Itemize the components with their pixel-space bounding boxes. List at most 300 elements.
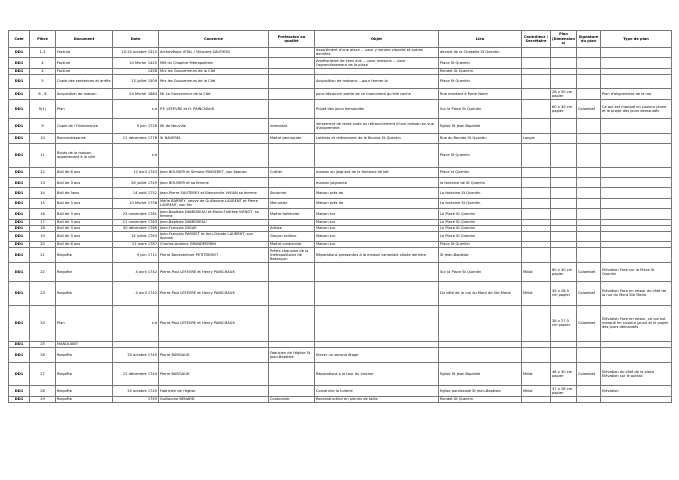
cell-concerne[interactable]: MM du Chapitre Métropolitain <box>159 58 269 68</box>
cell-controleur[interactable] <box>522 47 551 57</box>
table-row[interactable] <box>9 282 672 306</box>
cell-document[interactable]: Requête <box>56 282 113 306</box>
cell-lieu[interactable] <box>439 347 522 362</box>
table-row[interactable] <box>9 262 672 281</box>
cell-piece[interactable]: 6 - 8 <box>30 89 56 99</box>
cell-concerne[interactable]: Jean-François PARISET et Ann-Claude LAURENT, son épouse <box>159 231 269 241</box>
cell-profession[interactable]: Maître perruquier <box>269 133 315 143</box>
cell-type-plan[interactable]: Plan d'alignement de la rue <box>601 89 672 99</box>
cell-piece[interactable]: 21 <box>30 248 56 263</box>
cell-cote[interactable]: DD1 <box>9 362 30 386</box>
cell-profession[interactable] <box>269 262 315 281</box>
cell-cote[interactable]: DD1 <box>9 248 30 263</box>
cell-signature[interactable] <box>577 198 601 208</box>
cell-date[interactable]: s.d <box>113 99 159 118</box>
cell-profession[interactable]: Intendant <box>269 118 315 133</box>
cell-cote[interactable]: DD1 <box>9 99 30 118</box>
cell-controleur[interactable] <box>522 188 551 198</box>
cell-controleur[interactable]: Longin <box>522 133 551 143</box>
cell-piece[interactable]: 15 <box>30 198 56 208</box>
cell-controleur[interactable] <box>522 231 551 241</box>
cell-type-plan[interactable]: Ce qui est marqué en couleur jaune et le projet des jours demandés <box>601 99 672 118</box>
cell-profession[interactable] <box>269 386 315 396</box>
cell-signature[interactable] <box>577 386 601 396</box>
cell-concerne[interactable]: Jean-Baptiste DAMIDSEAU <box>159 219 269 225</box>
cell-date[interactable]: 21 mars 1787 <box>113 242 159 248</box>
cell-plan-dimensions[interactable] <box>551 231 577 241</box>
cell-document[interactable]: Requête <box>56 396 113 402</box>
cell-signature[interactable] <box>577 118 601 133</box>
cell-cote[interactable]: DD1 <box>9 347 30 362</box>
cell-cote[interactable]: DD1 <box>9 68 30 74</box>
cell-lieu[interactable]: La Place St Quentin <box>439 219 522 225</box>
cell-document[interactable]: Bail de 3 ans <box>56 178 113 188</box>
cell-type-plan[interactable] <box>601 133 672 143</box>
cell-controleur[interactable]: Millot <box>522 262 551 281</box>
table-row[interactable] <box>9 167 672 177</box>
cell-signature[interactable] <box>577 347 601 362</box>
cell-plan-dimensions[interactable] <box>551 178 577 188</box>
table-row[interactable] <box>9 305 672 341</box>
cell-profession[interactable]: Menuisier <box>269 198 315 208</box>
cell-profession[interactable]: Prêtre chanoine de la métropolitaine de Besançon <box>269 248 315 263</box>
cell-type-plan[interactable] <box>601 396 672 402</box>
cell-piece[interactable]: 4 <box>30 58 56 68</box>
cell-concerne[interactable]: Jean BOUVIER et sa femme <box>159 178 269 188</box>
cell-piece[interactable]: 1-3 <box>30 47 56 57</box>
cell-profession[interactable] <box>269 178 315 188</box>
cell-type-plan[interactable] <box>601 58 672 68</box>
cell-lieu[interactable]: St Jean-Baptiste <box>439 248 522 263</box>
cell-type-plan[interactable] <box>601 248 672 263</box>
cell-lieu[interactable]: Place St Quentin <box>439 242 522 248</box>
cell-cote[interactable]: DD1 <box>9 341 30 347</box>
cell-date[interactable]: 24 février 1664 <box>113 89 159 99</box>
cell-profession[interactable] <box>269 144 315 168</box>
cell-cote[interactable]: DD1 <box>9 198 30 208</box>
cell-signature[interactable]: Colombet <box>577 362 601 386</box>
cell-lieu[interactable]: Rue montant à Porte Noire <box>439 89 522 99</box>
cell-concerne[interactable]: Jean-François DIGUE <box>159 225 269 231</box>
cell-cote[interactable]: DD1 <box>9 231 30 241</box>
cell-cote[interactable]: DD1 <box>9 396 30 402</box>
cell-type-plan[interactable] <box>601 231 672 241</box>
cell-signature[interactable] <box>577 58 601 68</box>
cell-controleur[interactable] <box>522 58 551 68</box>
cell-profession[interactable] <box>269 58 315 68</box>
cell-cote[interactable]: DD1 <box>9 188 30 198</box>
cell-lieu[interactable]: Place St Quentin <box>439 74 522 89</box>
cell-objet[interactable]: maison joignante <box>315 178 439 188</box>
cell-concerne[interactable]: Pierre BARGAUD <box>159 347 269 362</box>
cell-signature[interactable]: Colombet <box>577 99 601 118</box>
cell-lieu[interactable]: La Place St Quentin <box>439 231 522 241</box>
cell-cote[interactable]: DD1 <box>9 209 30 219</box>
cell-date[interactable]: 30 décembre 1766 <box>113 225 159 231</box>
cell-date[interactable]: 15-20 octobre 1315 <box>113 47 159 57</box>
cell-type-plan[interactable] <box>601 74 672 89</box>
cell-document[interactable]: Reconnaissance <box>56 133 113 143</box>
cell-lieu[interactable] <box>439 305 522 341</box>
cell-concerne[interactable]: Archevêque VITAL / Villaume SAVOYON <box>159 47 269 57</box>
cell-plan-dimensions[interactable] <box>551 47 577 57</box>
cell-date[interactable]: s.d <box>113 144 159 168</box>
cell-concerne[interactable]: Pierre-Paul LEFEVRE et Henry PAINCHAUX <box>159 305 269 341</box>
table-row[interactable] <box>9 231 672 241</box>
cell-type-plan[interactable] <box>601 188 672 198</box>
cell-objet[interactable]: Réparations à la tour du clocher <box>315 362 439 386</box>
table-row[interactable] <box>9 347 672 362</box>
table-row[interactable] <box>9 89 672 99</box>
cell-plan-dimensions[interactable]: 60 x 30 cm papier <box>551 99 577 118</box>
cell-plan-dimensions[interactable]: 26 x 50 cm papier <box>551 89 577 99</box>
cell-objet[interactable]: Projet des jours demandés <box>315 99 439 118</box>
table-row[interactable] <box>9 362 672 386</box>
cell-lieu[interactable]: Place St Quentin <box>439 58 522 68</box>
cell-objet[interactable]: Maison près de <box>315 198 439 208</box>
cell-signature[interactable] <box>577 248 601 263</box>
cell-signature[interactable] <box>577 47 601 57</box>
cell-document[interactable]: Bouts de la maison appartenant à la ville <box>56 144 113 168</box>
cell-document[interactable]: Requête <box>56 386 113 396</box>
cell-lieu[interactable]: Sur la Place St Quentin <box>439 262 522 281</box>
cell-plan-dimensions[interactable] <box>551 118 577 133</box>
cell-piece[interactable]: 29 <box>30 396 56 402</box>
cell-document[interactable]: Bail de 3 ans <box>56 209 113 219</box>
cell-objet[interactable]: Construire la tuilerie <box>315 386 439 396</box>
table-row[interactable] <box>9 248 672 263</box>
cell-objet[interactable] <box>315 144 439 168</box>
cell-plan-dimensions[interactable] <box>551 58 577 68</box>
cell-objet[interactable]: Maison sur <box>315 231 439 241</box>
cell-concerne[interactable]: Charles-Antoine GRANDPERRIN <box>159 242 269 248</box>
cell-objet[interactable]: Versement de rente suite au retranchement d'une maison en vue d'alignement <box>315 118 439 133</box>
cell-objet[interactable] <box>315 282 439 306</box>
cell-objet[interactable]: Maison sur <box>315 225 439 231</box>
cell-date[interactable]: 9 juin 1711 <box>113 248 159 263</box>
cell-profession[interactable] <box>269 47 315 57</box>
table-row[interactable] <box>9 144 672 168</box>
cell-document[interactable]: Requête <box>56 262 113 281</box>
cell-signature[interactable] <box>577 231 601 241</box>
cell-piece[interactable]: 23 <box>30 282 56 306</box>
cell-signature[interactable]: Colombet <box>577 262 601 281</box>
cell-lieu[interactable]: Rendet St Quentin <box>439 68 522 74</box>
cell-date[interactable]: 12 décembre 1744 <box>113 362 159 386</box>
cell-type-plan[interactable] <box>601 347 672 362</box>
cell-cote[interactable]: DD1 <box>9 225 30 231</box>
cell-date[interactable]: 1749 <box>113 396 159 402</box>
cell-piece[interactable]: 5 <box>30 74 56 89</box>
cell-document[interactable]: Plan <box>56 305 113 341</box>
cell-concerne[interactable]: Mr Le Gouverneur de la Cité <box>159 89 269 99</box>
cell-piece[interactable]: 16 <box>30 209 56 219</box>
cell-cote[interactable]: DD1 <box>9 282 30 306</box>
cell-objet[interactable]: maison au joignant de la fontaine de lait <box>315 167 439 177</box>
cell-date[interactable]: 14 juillet 1763 <box>113 231 159 241</box>
cell-plan-dimensions[interactable] <box>551 248 577 263</box>
cell-document[interactable]: Copie des sentences et arrêts <box>56 74 113 89</box>
cell-piece[interactable]: 9 <box>30 118 56 133</box>
table-row[interactable] <box>9 47 672 57</box>
cell-document[interactable]: Bail de 6 ans <box>56 167 113 177</box>
cell-lieu[interactable]: La fontaine St Quentin <box>439 188 522 198</box>
cell-date[interactable]: 14 août 1752 <box>113 188 159 198</box>
cell-type-plan[interactable] <box>601 47 672 57</box>
cell-document[interactable]: Facture <box>56 58 113 68</box>
cell-controleur[interactable] <box>522 144 551 168</box>
cell-date[interactable]: 9 juin 1728 <box>113 118 159 133</box>
cell-signature[interactable] <box>577 74 601 89</box>
cell-controleur[interactable] <box>522 89 551 99</box>
table-row[interactable] <box>9 58 672 68</box>
cell-concerne[interactable]: Sr BAVEREL <box>159 133 269 143</box>
cell-controleur[interactable] <box>522 178 551 188</box>
cell-date[interactable]: 13 juillet 1509 <box>113 74 159 89</box>
cell-controleur[interactable] <box>522 118 551 133</box>
cell-piece[interactable]: 14 <box>30 188 56 198</box>
cell-type-plan[interactable] <box>601 198 672 208</box>
cell-type-plan[interactable] <box>601 178 672 188</box>
cell-cote[interactable]: DD1 <box>9 144 30 168</box>
cell-date[interactable]: 4 avril 1742 <box>113 282 159 306</box>
cell-document[interactable]: Bail de 3 ans <box>56 219 113 225</box>
cell-objet[interactable] <box>315 262 439 281</box>
cell-controleur[interactable] <box>522 209 551 219</box>
cell-date[interactable]: 1458 <box>113 68 159 74</box>
cell-piece[interactable]: 12 <box>30 167 56 177</box>
cell-objet[interactable]: Lattines et relèvement de la Bourse St Quentin <box>315 133 439 143</box>
cell-concerne[interactable]: Mrs les Gouverneurs de la Cité <box>159 74 269 89</box>
cell-signature[interactable] <box>577 178 601 188</box>
cell-plan-dimensions[interactable] <box>551 74 577 89</box>
cell-lieu[interactable]: Eglise St Jean-Baptiste <box>439 118 522 133</box>
cell-profession[interactable] <box>269 74 315 89</box>
cell-lieu[interactable]: la fontaine de St Quentin <box>439 178 522 188</box>
cell-controleur[interactable]: Millot <box>522 362 551 386</box>
cell-type-plan[interactable]: Elévation Face sur la Place St Quentin <box>601 262 672 281</box>
cell-piece[interactable]: 17 <box>30 219 56 225</box>
cell-objet[interactable]: pour découvrir partie de ce monument qu'elle cache <box>315 89 439 99</box>
cell-date[interactable]: 10 février 1420 <box>113 58 159 68</box>
cell-piece[interactable]: 25 <box>30 341 56 347</box>
table-row[interactable] <box>9 118 672 133</box>
cell-profession[interactable] <box>269 89 315 99</box>
cell-profession[interactable]: Maître cordonnier <box>269 242 315 248</box>
table-row[interactable] <box>9 396 672 402</box>
cell-cote[interactable]: DD1 <box>9 89 30 99</box>
cell-piece[interactable]: 11 <box>30 144 56 168</box>
cell-lieu[interactable]: La Place St Quentin <box>439 225 522 231</box>
table-row[interactable] <box>9 99 672 118</box>
cell-concerne[interactable]: Marie BARREY, veuve de Guillaume LAURENT et Pierre LAURENT, son fils <box>159 198 269 208</box>
cell-concerne[interactable]: Jean BOUVIER et Simone PASSERET, son épouse <box>159 167 269 177</box>
cell-controleur[interactable]: Millot <box>522 386 551 396</box>
cell-signature[interactable] <box>577 396 601 402</box>
cell-signature[interactable] <box>577 167 601 177</box>
cell-objet[interactable]: Reconstruction en pierres de taille <box>315 396 439 402</box>
cell-document[interactable]: Facture <box>56 47 113 57</box>
cell-signature[interactable] <box>577 188 601 198</box>
cell-document[interactable]: Bail de 3 ans <box>56 231 113 241</box>
cell-profession[interactable] <box>269 282 315 306</box>
table-row[interactable] <box>9 133 672 143</box>
table-row[interactable] <box>9 188 672 198</box>
cell-lieu[interactable]: Eglise paroissiale St Jean-Baptiste <box>439 386 522 396</box>
cell-profession[interactable]: Fabricien de l'église St Jean-Baptiste <box>269 347 315 362</box>
cell-lieu[interactable]: Du côté de la rue du Mont de Ste Marie <box>439 282 522 306</box>
cell-profession[interactable]: Garçon tailleur <box>269 231 315 241</box>
cell-cote[interactable]: DD1 <box>9 47 30 57</box>
cell-objet[interactable]: Elever un second étage <box>315 347 439 362</box>
cell-plan-dimensions[interactable]: 60 x 30 cm papier <box>551 262 577 281</box>
cell-document[interactable]: Plan <box>56 99 113 118</box>
cell-objet[interactable]: Maison près de <box>315 188 439 198</box>
cell-objet[interactable] <box>315 305 439 341</box>
table-row[interactable] <box>9 209 672 219</box>
cell-cote[interactable]: DD1 <box>9 386 30 396</box>
cell-document[interactable]: Acquisition de maison <box>56 89 113 99</box>
cell-piece[interactable]: 22 <box>30 262 56 281</box>
cell-document[interactable]: Requête <box>56 347 113 362</box>
cell-plan-dimensions[interactable] <box>551 347 577 362</box>
cell-controleur[interactable] <box>522 198 551 208</box>
cell-document[interactable]: Requête <box>56 248 113 263</box>
cell-plan-dimensions[interactable] <box>551 396 577 402</box>
cell-profession[interactable]: Cordonnier <box>269 396 315 402</box>
cell-signature[interactable] <box>577 209 601 219</box>
cell-date[interactable]: 23 novembre 1761 <box>113 209 159 219</box>
cell-type-plan[interactable] <box>601 209 672 219</box>
cell-profession[interactable]: Sonturier <box>269 188 315 198</box>
cell-concerne[interactable]: Mr de Neuville <box>159 118 269 133</box>
cell-plan-dimensions[interactable]: 38 x 27,5 cm papier <box>551 305 577 341</box>
cell-type-plan[interactable] <box>601 167 672 177</box>
cell-profession[interactable]: Artiste <box>269 225 315 231</box>
cell-concerne[interactable] <box>159 144 269 168</box>
cell-concerne[interactable]: Mrs les Gouverneurs de la Cité <box>159 68 269 74</box>
cell-cote[interactable]: DD1 <box>9 219 30 225</box>
cell-lieu[interactable]: Place st Quentin <box>439 167 522 177</box>
cell-piece[interactable]: 26 <box>30 347 56 362</box>
cell-date[interactable]: 4 avril 1742 <box>113 262 159 281</box>
cell-cote[interactable]: DD1 <box>9 74 30 89</box>
cell-document[interactable]: Copie de l'Ordonnance <box>56 118 113 133</box>
cell-lieu[interactable]: La fontaine St Quentin <box>439 198 522 208</box>
cell-plan-dimensions[interactable]: 46 x 30 cm papier <box>551 362 577 386</box>
cell-objet[interactable]: Assortiment d'une place ... pour y vendre viandes et autres denrées <box>315 47 439 57</box>
table-row[interactable] <box>9 178 672 188</box>
cell-cote[interactable]: DD1 <box>9 242 30 248</box>
cell-piece[interactable]: 24 <box>30 305 56 341</box>
cell-document[interactable]: Bail de 6 ans <box>56 242 113 248</box>
cell-profession[interactable]: Cuttier <box>269 167 315 177</box>
cell-piece[interactable]: 28 <box>30 386 56 396</box>
cell-lieu[interactable]: Place St Quentin <box>439 144 522 168</box>
cell-concerne[interactable]: Guillaume BENARD <box>159 396 269 402</box>
cell-cote[interactable]: DD1 <box>9 118 30 133</box>
cell-signature[interactable] <box>577 133 601 143</box>
cell-concerne[interactable]: Jean-Baptiste DAMIDSEAU et Marie-Thérèse VIENOT, sa femme <box>159 209 269 219</box>
cell-signature[interactable]: Colombet <box>577 305 601 341</box>
cell-profession[interactable] <box>269 362 315 386</box>
cell-concerne[interactable]: P.F. LEFEVRE et H. PAINCHAUX <box>159 99 269 118</box>
cell-profession[interactable] <box>269 305 315 341</box>
cell-controleur[interactable] <box>522 167 551 177</box>
table-row[interactable] <box>9 386 672 396</box>
cell-date[interactable]: s.d <box>113 305 159 341</box>
cell-cote[interactable]: DD1 <box>9 133 30 143</box>
cell-cote[interactable]: DD1 <box>9 167 30 177</box>
cell-lieu[interactable]: devant de la Chapelle St Quentin <box>439 47 522 57</box>
cell-cote[interactable]: DD1 <box>9 305 30 341</box>
cell-document[interactable]: Facture <box>56 68 113 74</box>
cell-cote[interactable]: DD1 <box>9 262 30 281</box>
cell-type-plan[interactable] <box>601 118 672 133</box>
cell-type-plan[interactable]: Elévation <box>601 386 672 396</box>
cell-date[interactable]: 10 février 1758 <box>113 198 159 208</box>
cell-document[interactable]: MANQUANT <box>56 341 113 347</box>
cell-date[interactable]: 20 octobre 1745 <box>113 386 159 396</box>
cell-date[interactable]: 12 avril 1743 <box>113 167 159 177</box>
cell-controleur[interactable] <box>522 248 551 263</box>
cell-plan-dimensions[interactable] <box>551 188 577 198</box>
cell-concerne[interactable]: Fabricien de l'église <box>159 386 269 396</box>
cell-date[interactable]: 20 octobre 1745 <box>113 347 159 362</box>
cell-lieu[interactable]: Sur la Place St Quentin <box>439 99 522 118</box>
cell-controleur[interactable] <box>522 305 551 341</box>
cell-type-plan[interactable] <box>601 144 672 168</box>
cell-objet[interactable]: Maison sur <box>315 219 439 225</box>
cell-signature[interactable] <box>577 144 601 168</box>
cell-lieu[interactable]: Rue du Rondet St Quentin <box>439 133 522 143</box>
cell-controleur[interactable] <box>522 99 551 118</box>
cell-plan-dimensions[interactable]: 45 x 28,5 cm papier <box>551 282 577 306</box>
cell-lieu[interactable]: Rendet St Quentin <box>439 396 522 402</box>
cell-plan-dimensions[interactable] <box>551 133 577 143</box>
cell-type-plan[interactable]: Elévation Face en retour du côté de la rue du Mont Ste Marie <box>601 282 672 306</box>
cell-piece[interactable]: 19 <box>30 231 56 241</box>
cell-concerne[interactable]: Jean-Pierre SAUTEREY et Bienvenüe VIVIAN sa femme <box>159 188 269 198</box>
cell-piece[interactable]: 4 <box>30 68 56 74</box>
cell-document[interactable]: Bail de 3 ans <box>56 225 113 231</box>
cell-controleur[interactable] <box>522 74 551 89</box>
cell-piece[interactable]: 13 <box>30 178 56 188</box>
table-row[interactable] <box>9 74 672 89</box>
cell-objet[interactable]: Maison sur <box>315 209 439 219</box>
cell-profession[interactable] <box>269 99 315 118</box>
cell-piece[interactable]: 9(1) <box>30 99 56 118</box>
cell-plan-dimensions[interactable] <box>551 167 577 177</box>
cell-piece[interactable]: 20 <box>30 242 56 248</box>
cell-cote[interactable]: DD1 <box>9 178 30 188</box>
cell-date[interactable]: 21 décembre 1778 <box>113 133 159 143</box>
cell-concerne[interactable]: Pierre BARGAUD <box>159 362 269 386</box>
cell-cote[interactable]: DD1 <box>9 58 30 68</box>
cell-signature[interactable]: Colombet <box>577 282 601 306</box>
cell-signature[interactable] <box>577 89 601 99</box>
cell-controleur[interactable]: Millot <box>522 282 551 306</box>
cell-lieu[interactable]: La Place St Quentin <box>439 209 522 219</box>
cell-concerne[interactable]: Pierre-Paul LEFEVRE et Henry PAINCHAUX <box>159 262 269 281</box>
cell-lieu[interactable]: Eglise St Jean-Baptiste <box>439 362 522 386</box>
cell-concerne[interactable]: Pierre Bonaventure PETITREMOT <box>159 248 269 263</box>
table-row[interactable] <box>9 198 672 208</box>
cell-date[interactable]: 12 novembre 1763 <box>113 219 159 225</box>
cell-plan-dimensions[interactable]: 37 x 28 cm papier <box>551 386 577 396</box>
cell-concerne[interactable]: Pierre-Paul LEFEVRE et Henry PAINCHAUX <box>159 282 269 306</box>
cell-objet[interactable]: Acquisition de maisons ...pour former la <box>315 74 439 89</box>
